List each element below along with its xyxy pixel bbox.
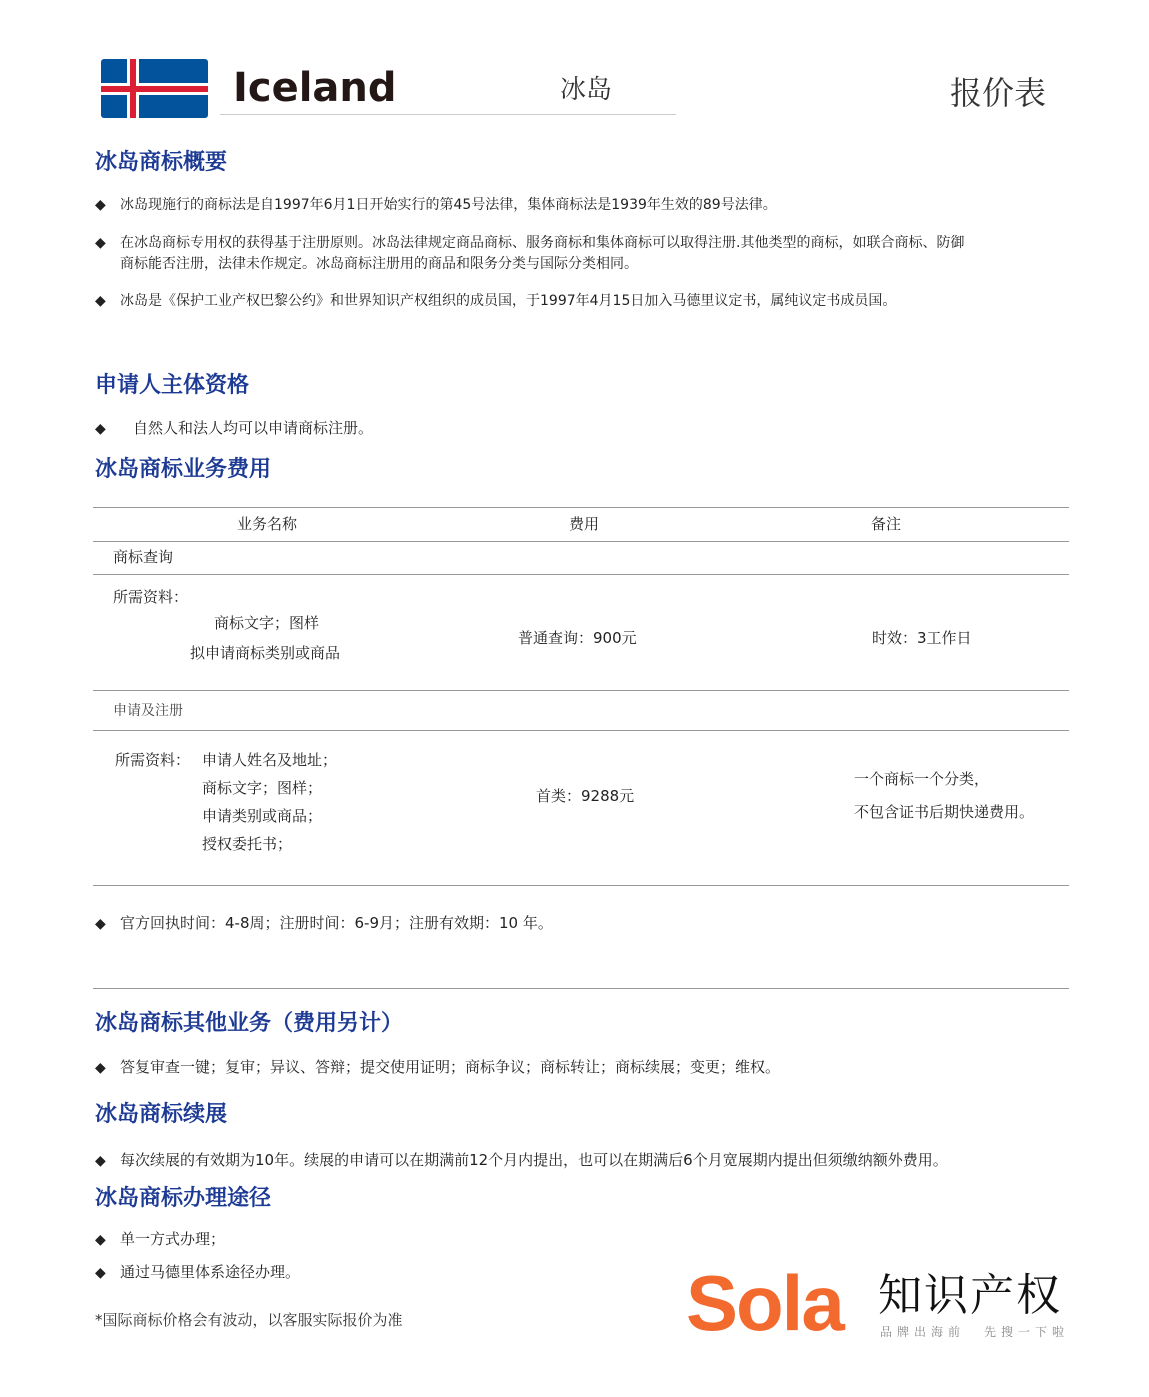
registration-material: 商标文字；图样； — [202, 779, 323, 797]
col-header-fee: 费用 — [569, 515, 600, 533]
bullet-icon: ◆ — [95, 1060, 106, 1076]
registration-fee: 首类：9288元 — [536, 787, 635, 805]
bullet-icon: ◆ — [95, 421, 106, 437]
renewal-title: 冰岛商标续展 — [95, 1102, 228, 1127]
other-item: ◆ 答复审查一键；复审；异议、答辩；提交使用证明；商标争议；商标转让；商标续展；变更；维权。 — [95, 1057, 780, 1079]
registration-note: 不包含证书后期快递费用。 — [854, 803, 1035, 821]
search-materials-label: 所需资料： — [113, 588, 189, 606]
search-material: 商标文字；图样 — [214, 614, 320, 632]
bullet-icon: ◆ — [95, 293, 106, 309]
renewal-item: ◆ 每次续展的有效期为10年。续展的申请可以在期满前12个月内提出，也可以在期满后6个月宽展期内提出但须缴纳额外费用。 — [95, 1150, 948, 1172]
header-underline — [220, 114, 676, 115]
bullet-icon: ◆ — [95, 916, 106, 932]
search-material: 拟申请商标类别或商品 — [190, 644, 341, 662]
overview-item-2: ◆ 在冰岛商标专用权的获得基于注册原则。冰岛法律规定商品商标、服务商标和集体商标可以取得注册.其他类型的商标，如联合商标、防御 商标能否注册，法律未作规定。冰岛商标注册用的商品和限务分类与国际分类相同。 — [95, 235, 965, 272]
doc-type: 报价表 — [950, 74, 1047, 112]
overview-title: 冰岛商标概要 — [95, 150, 228, 175]
logo-slogan-2: 先搜一下啦 — [984, 1325, 1070, 1339]
registration-material: 申请类别或商品； — [202, 807, 323, 825]
bullet-icon: ◆ — [95, 1232, 106, 1248]
country-name-cn: 冰岛 — [560, 75, 613, 105]
search-row-name: 商标查询 — [113, 548, 174, 566]
search-fee: 普通查询：900元 — [518, 629, 637, 647]
fees-title: 冰岛商标业务费用 — [95, 457, 272, 482]
registration-note: 一个商标一个分类， — [854, 770, 990, 788]
footnote: *国际商标价格会有波动，以客服实际报价为准 — [95, 1311, 403, 1329]
col-header-service: 业务名称 — [237, 515, 298, 533]
registration-row-name: 申请及注册 — [113, 703, 183, 719]
other-title: 冰岛商标其他业务（费用另计） — [95, 1011, 404, 1036]
bullet-icon: ◆ — [95, 1265, 106, 1281]
channel-title: 冰岛商标办理途径 — [95, 1186, 272, 1211]
bullet-icon: ◆ — [95, 1153, 106, 1169]
logo-slogan-1: 品牌出海前 — [880, 1325, 966, 1339]
country-name-en: Iceland — [233, 65, 397, 111]
timeline-item: ◆ 官方回执时间：4-8周；注册时间：6-9月；注册有效期：10 年。 — [95, 913, 553, 935]
logo-cn: 知识产权 — [878, 1270, 1062, 1321]
sola-logo — [686, 1259, 1071, 1347]
applicant-title: 申请人主体资格 — [95, 373, 250, 398]
channel-item: ◆ 单一方式办理； — [95, 1229, 225, 1251]
bullet-icon: ◆ — [95, 235, 106, 251]
registration-material: 授权委托书； — [202, 835, 293, 853]
overview-item-3: ◆ 冰岛是《保护工业产权巴黎公约》和世界知识产权组织的成员国，于1997年4月15日加入马德里议定书，属纯议定书成员国。 — [95, 291, 896, 312]
channel-item: ◆ 通过马德里体系途径办理。 — [95, 1262, 300, 1284]
registration-materials-label: 所需资料： — [115, 751, 191, 769]
logo-brand: Sola — [686, 1259, 843, 1347]
col-header-note: 备注 — [871, 515, 902, 533]
bullet-icon: ◆ — [95, 197, 106, 213]
applicant-item: ◆ 自然人和法人均可以申请商标注册。 — [95, 418, 373, 440]
registration-material: 申请人姓名及地址； — [202, 751, 338, 769]
overview-item-1: ◆ 冰岛现施行的商标法是自1997年6月1日开始实行的第45号法律，集体商标法是1939年生效的89号法律。 — [95, 195, 777, 216]
search-note: 时效：3工作日 — [872, 629, 972, 647]
iceland-flag — [101, 59, 208, 118]
